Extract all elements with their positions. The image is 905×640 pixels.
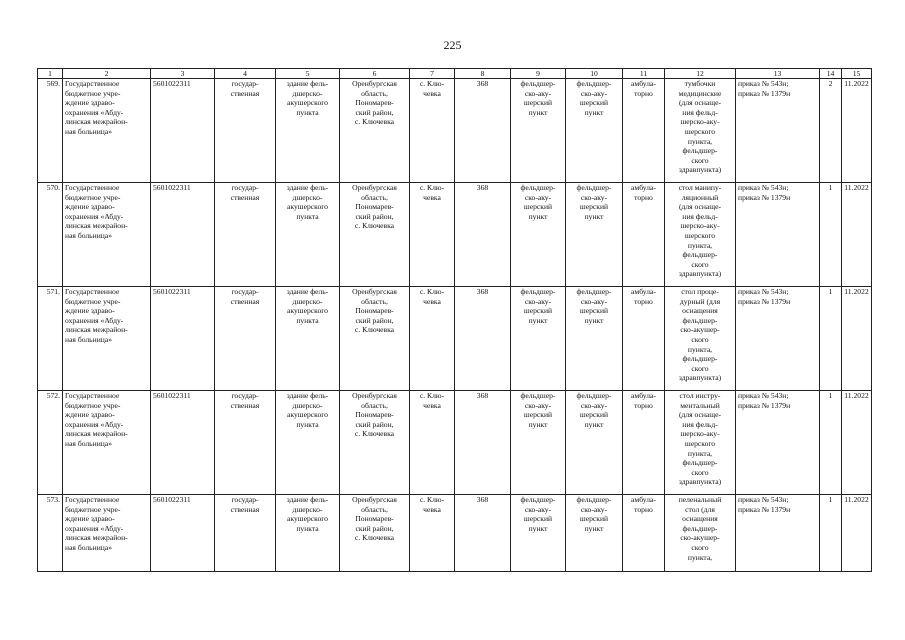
code-cell: 368 <box>455 183 511 287</box>
code-cell: 368 <box>455 495 511 572</box>
subunit-cell: фельдшер- ско-аку- шерский пункт <box>566 183 623 287</box>
building-cell: здание фель- дшерско- акушерского пункта <box>276 183 340 287</box>
settlement-cell: с. Клю- чевка <box>410 391 455 495</box>
column-header: 15 <box>842 69 872 79</box>
subunit-cell: фельдшер- ско-аку- шерский пункт <box>566 79 623 183</box>
order-cell: приказ № 543н; приказ № 1379н <box>736 287 820 391</box>
code-cell: 368 <box>455 287 511 391</box>
column-header: 2 <box>63 69 151 79</box>
equipment-registry-table <box>37 68 872 572</box>
column-header: 14 <box>820 69 842 79</box>
column-header: 9 <box>511 69 566 79</box>
service-cell: амбула- торно <box>623 183 665 287</box>
building-cell: здание фель- дшерско- акушерского пункта <box>276 79 340 183</box>
service-cell: амбула- торно <box>623 287 665 391</box>
equipment-cell: тумбочки медицинские (для оснаще- ния фельд- шерско-аку- шерского пункта, фельдшер- ского здравпункта) <box>665 79 736 183</box>
quantity-cell: 1 <box>820 391 842 495</box>
column-header: 12 <box>665 69 736 79</box>
unit-cell: фельдшер- ско-аку- шерский пункт <box>511 183 566 287</box>
order-cell: приказ № 543н; приказ № 1379н <box>736 391 820 495</box>
unit-cell: фельдшер- ско-аку- шерский пункт <box>511 391 566 495</box>
row-number: 569. <box>38 79 63 183</box>
ownership-cell: государ- ственная <box>215 391 276 495</box>
inn-cell: 5601022311 <box>151 495 215 572</box>
column-header: 1 <box>38 69 63 79</box>
row-number: 570. <box>38 183 63 287</box>
page-number: 225 <box>443 38 462 52</box>
inn-cell: 5601022311 <box>151 79 215 183</box>
quantity-cell: 1 <box>820 183 842 287</box>
table-row <box>38 183 872 287</box>
organization-name: Государственное бюджетное учре- ждение здраво- охранения «Абду- линская межрайон- ная больница» <box>63 495 151 572</box>
building-cell: здание фель- дшерско- акушерского пункта <box>276 495 340 572</box>
column-header: 3 <box>151 69 215 79</box>
column-header: 4 <box>215 69 276 79</box>
settlement-cell: с. Клю- чевка <box>410 495 455 572</box>
unit-cell: фельдшер- ско-аку- шерский пункт <box>511 79 566 183</box>
ownership-cell: государ- ственная <box>215 287 276 391</box>
order-cell: приказ № 543н; приказ № 1379н <box>736 495 820 572</box>
service-cell: амбула- торно <box>623 391 665 495</box>
date-cell: 11.2022 <box>842 183 872 287</box>
ownership-cell: государ- ственная <box>215 495 276 572</box>
subunit-cell: фельдшер- ско-аку- шерский пункт <box>566 287 623 391</box>
column-header: 8 <box>455 69 511 79</box>
subunit-cell: фельдшер- ско-аку- шерский пункт <box>566 495 623 572</box>
unit-cell: фельдшер- ско-аку- шерский пункт <box>511 495 566 572</box>
code-cell: 368 <box>455 391 511 495</box>
row-number: 572. <box>38 391 63 495</box>
column-header: 10 <box>566 69 623 79</box>
inn-cell: 5601022311 <box>151 183 215 287</box>
order-cell: приказ № 543н; приказ № 1379н <box>736 183 820 287</box>
service-cell: амбула- торно <box>623 495 665 572</box>
table-row <box>38 79 872 183</box>
address-cell: Оренбургская область, Пономарев- ский район, с. Ключевка <box>340 495 410 572</box>
table-row <box>38 391 872 495</box>
settlement-cell: с. Клю- чевка <box>410 183 455 287</box>
code-cell: 368 <box>455 79 511 183</box>
row-number: 573. <box>38 495 63 572</box>
equipment-cell: стол проце- дурный (для оснащения фельдшер- ско-акушер- ского пункта, фельдшер- ского здравпункта) <box>665 287 736 391</box>
organization-name: Государственное бюджетное учре- ждение здраво- охранения «Абду- линская межрайон- ная больница» <box>63 391 151 495</box>
organization-name: Государственное бюджетное учре- ждение здраво- охранения «Абду- линская межрайон- ная больница» <box>63 287 151 391</box>
address-cell: Оренбургская область, Пономарев- ский район, с. Ключевка <box>340 183 410 287</box>
building-cell: здание фель- дшерско- акушерского пункта <box>276 391 340 495</box>
organization-name: Государственное бюджетное учре- ждение здраво- охранения «Абду- линская межрайон- ная больница» <box>63 79 151 183</box>
equipment-cell: пеленальный стол (для оснащения фельдшер- ско-акушер- ского пункта, <box>665 495 736 572</box>
date-cell: 11.2022 <box>842 79 872 183</box>
table-row <box>38 495 872 572</box>
settlement-cell: с. Клю- чевка <box>410 79 455 183</box>
ownership-cell: государ- ственная <box>215 183 276 287</box>
date-cell: 11.2022 <box>842 287 872 391</box>
quantity-cell: 2 <box>820 79 842 183</box>
quantity-cell: 1 <box>820 287 842 391</box>
subunit-cell: фельдшер- ско-аку- шерский пункт <box>566 391 623 495</box>
equipment-cell: стол манипу- ляционный (для оснаще- ния фельд- шерско-аку- шерского пункта, фельдшер- ского здравпункта) <box>665 183 736 287</box>
column-header: 11 <box>623 69 665 79</box>
address-cell: Оренбургская область, Пономарев- ский район, с. Ключевка <box>340 391 410 495</box>
unit-cell: фельдшер- ско-аку- шерский пункт <box>511 287 566 391</box>
order-cell: приказ № 543н; приказ № 1379н <box>736 79 820 183</box>
equipment-cell: стол инстру- ментальный (для оснаще- ния фельд- шерско-аку- шерского пункта, фельдшер- ского здравпункта) <box>665 391 736 495</box>
address-cell: Оренбургская область, Пономарев- ский район, с. Ключевка <box>340 79 410 183</box>
column-header: 13 <box>736 69 820 79</box>
address-cell: Оренбургская область, Пономарев- ский район, с. Ключевка <box>340 287 410 391</box>
column-header: 7 <box>410 69 455 79</box>
column-number-row <box>38 69 872 79</box>
column-header: 5 <box>276 69 340 79</box>
table-row <box>38 287 872 391</box>
organization-name: Государственное бюджетное учре- ждение здраво- охранения «Абду- линская межрайон- ная больница» <box>63 183 151 287</box>
inn-cell: 5601022311 <box>151 287 215 391</box>
date-cell: 11.2022 <box>842 391 872 495</box>
inn-cell: 5601022311 <box>151 391 215 495</box>
date-cell: 11.2022 <box>842 495 872 572</box>
ownership-cell: государ- ственная <box>215 79 276 183</box>
settlement-cell: с. Клю- чевка <box>410 287 455 391</box>
quantity-cell: 1 <box>820 495 842 572</box>
row-number: 571. <box>38 287 63 391</box>
building-cell: здание фель- дшерско- акушерского пункта <box>276 287 340 391</box>
column-header: 6 <box>340 69 410 79</box>
service-cell: амбула- торно <box>623 79 665 183</box>
